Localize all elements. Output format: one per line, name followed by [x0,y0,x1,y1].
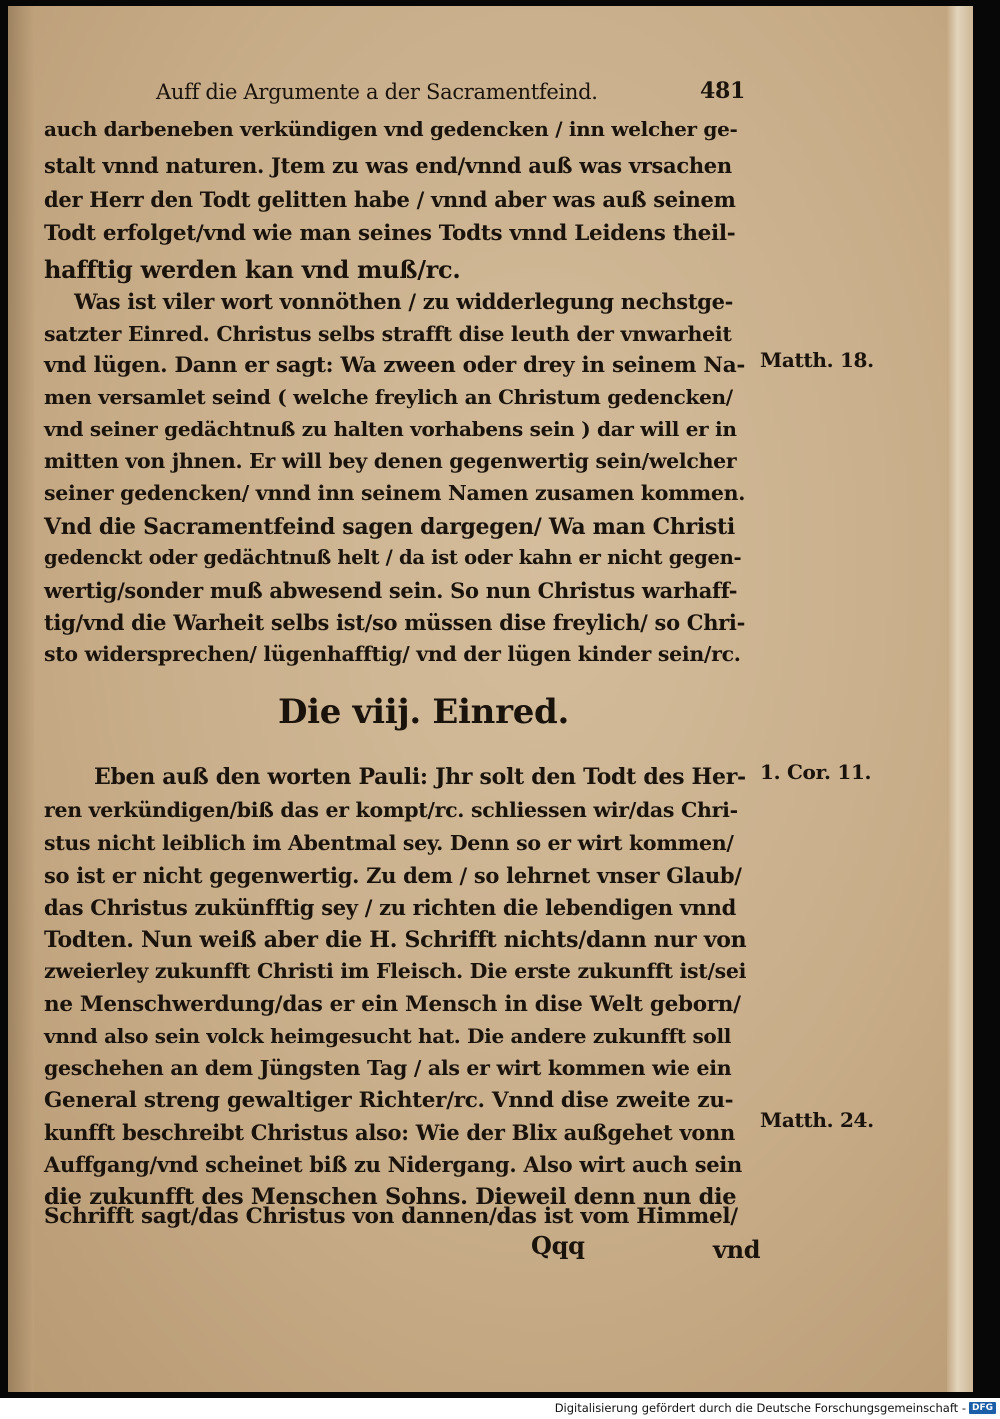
text-line: wertig/sonder muß abwesend sein. So nun Christus warhaff- [44,578,738,603]
text-line: men versamlet seind ( welche freylich an Christum gedencken/ [44,385,733,409]
text-line: stus nicht leiblich im Abentmal sey. Denn so er wirt kommen/ [44,831,734,855]
text-line: Vnd die Sacramentfeind sagen dargegen/ Wa man Christi [44,514,735,540]
catchword: vnd [713,1235,761,1264]
text-line: kunfft beschreibt Christus also: Wie der Blix außgehet vonn [44,1120,735,1145]
text-line: ren verkündigen/biß das er kompt/rc. schliessen wir/das Chri- [44,798,738,822]
text-line: Eben auß den worten Pauli: Jhr solt den Todt des Her- [94,764,746,790]
marginal-note: Matth. 24. [760,1108,874,1132]
dfg-logo: DFG [969,1402,996,1414]
text-line: sto widersprechen/ lügenhafftig/ vnd der lügen kinder sein/rc. [44,642,741,666]
text-line: General streng gewaltiger Richter/rc. Vnnd dise zweite zu- [44,1088,734,1113]
page-edge [947,6,973,1392]
text-line: geschehen an dem Jüngsten Tag / als er wirt kommen wie ein [44,1056,732,1080]
text-line: tig/vnd die Warheit selbs ist/so müssen dise freylich/ so Chri- [44,610,746,635]
text-line: vnnd also sein volck heimgesucht hat. Die andere zukunfft soll [44,1024,732,1048]
page-gutter [8,6,34,1392]
text-line: die zukunfft des Menschen Sohns. Dieweil denn nun die [44,1184,737,1210]
marginal-note: 1. Cor. 11. [760,760,872,784]
text-line: auch darbeneben verkündigen vnd gedencken / inn welcher ge- [44,117,738,141]
text-line: das Christus zukünfftig sey / zu richten die lebendigen vnnd [44,895,737,920]
text-line: Todten. Nun weiß aber die H. Schrifft nichts/dann nur von [44,927,747,953]
text-line: Was ist viler wort vonnöthen / zu widderlegung nechstge- [74,289,734,314]
text-line: Schrifft sagt/das Christus von dannen/das ist vom Himmel/ [44,1204,738,1229]
signature-mark: Qqq [531,1231,585,1260]
text-line: Auffgang/vnd scheinet biß zu Nidergang. Also wirt auch sein [44,1152,742,1177]
text-line: hafftig werden kan vnd muß/rc. [44,255,461,284]
text-line: seiner gedencken/ vnnd inn seinem Namen zusamen kommen. [44,481,746,505]
text-line: satzter Einred. Christus selbs strafft dise leuth der vnwarheit [44,322,732,346]
marginal-note: Matth. 18. [760,348,874,372]
text-line: stalt vnnd naturen. Jtem zu was end/vnnd auß was vrsachen [44,153,732,178]
book-page [8,6,973,1392]
text-line: so ist er nicht gegenwertig. Zu dem / so lehrnet vnser Glaub/ [44,863,742,888]
footer-credit [555,1401,996,1415]
text-line: gedenckt oder gedächtnuß helt / da ist oder kahn er nicht gegen- [44,546,742,569]
page-number: 481 [700,78,746,104]
text-line: ne Menschwerdung/das er ein Mensch in dise Welt geborn/ [44,992,741,1017]
text-line: der Herr den Todt gelitten habe / vnnd aber was auß seinem [44,187,736,212]
text-line: Todt erfolget/vnd wie man seines Todts vnnd Leidens theil- [44,221,736,246]
section-heading: Die viij. Einred. [278,692,570,732]
text-line: mitten von jhnen. Er will bey denen gegenwertig sein/welcher [44,449,737,473]
text-line: vnd seiner gedächtnuß zu halten vorhabens sein ) dar will er in [44,417,737,441]
text-line: vnd lügen. Dann er sagt: Wa zween oder drey in seinem Na- [44,353,745,378]
footer-credit-text: Digitalisierung gefördert durch die Deutsche Forschungsgemeinschaft - [554,1401,966,1415]
running-header: Auff die Argumente a der Sacramentfeind. [156,80,598,104]
text-line: zweierley zukunfft Christi im Fleisch. Die erste zukunfft ist/sei [44,959,747,983]
